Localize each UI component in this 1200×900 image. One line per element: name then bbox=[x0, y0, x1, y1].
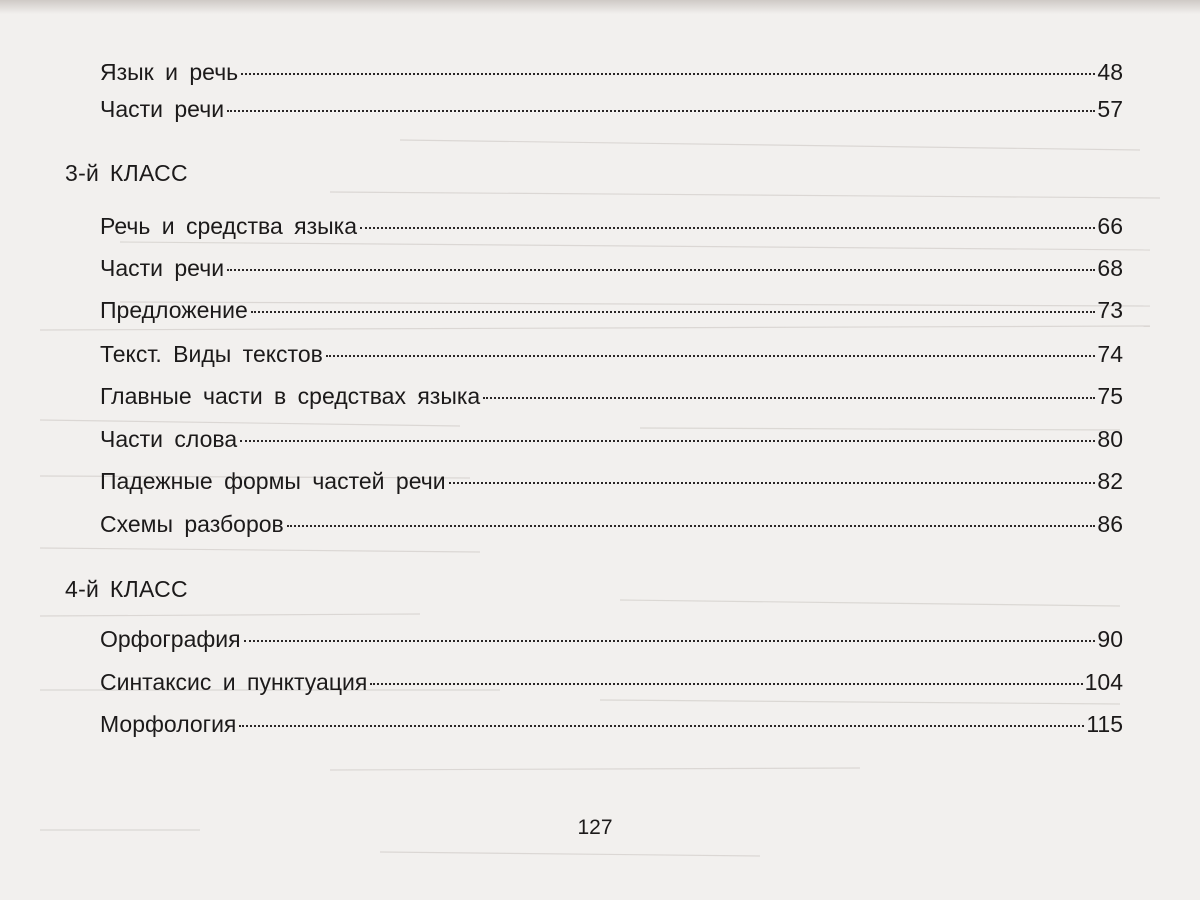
toc-entry-page: 82 bbox=[1097, 468, 1123, 494]
toc-entry-page: 75 bbox=[1097, 383, 1123, 409]
toc-entry[interactable] bbox=[100, 466, 1123, 496]
toc-entry-page: 86 bbox=[1097, 511, 1123, 537]
toc-entry[interactable] bbox=[100, 57, 1123, 87]
toc-entry[interactable] bbox=[100, 381, 1123, 411]
toc-entry-title: Морфология bbox=[100, 711, 237, 737]
toc-entry-page: 48 bbox=[1097, 59, 1123, 85]
dot-leader bbox=[449, 482, 1096, 484]
toc-entry-page: 66 bbox=[1097, 213, 1123, 239]
toc-entry-page: 74 bbox=[1097, 341, 1123, 367]
section-heading-grade-3: 3-й КЛАСС bbox=[65, 160, 188, 186]
toc-entry-title: Синтаксис и пунктуация bbox=[100, 669, 368, 695]
toc-entry-page: 68 bbox=[1097, 255, 1123, 281]
dot-leader bbox=[227, 110, 1095, 112]
toc-entry-title: Части слова bbox=[100, 426, 238, 452]
toc-entry-title: Орфография bbox=[100, 626, 241, 652]
toc-entry[interactable] bbox=[100, 339, 1123, 369]
dot-leader bbox=[241, 73, 1095, 75]
toc-entry-title: Язык и речь bbox=[100, 59, 239, 85]
dot-leader bbox=[360, 227, 1095, 229]
toc-entry-title: Схемы разборов bbox=[100, 511, 284, 537]
section-heading-grade-4: 4-й КЛАСС bbox=[65, 576, 188, 602]
toc-entry-title: Части речи bbox=[100, 96, 225, 122]
toc-entry[interactable] bbox=[100, 211, 1123, 241]
toc-entry-page: 115 bbox=[1086, 711, 1123, 737]
dot-leader bbox=[244, 640, 1096, 642]
toc-entry-title: Предложение bbox=[100, 297, 248, 323]
toc-entry[interactable] bbox=[100, 253, 1123, 283]
page-number: 127 bbox=[577, 816, 613, 839]
dot-leader bbox=[227, 269, 1095, 271]
dot-leader bbox=[239, 725, 1084, 727]
toc-entry[interactable] bbox=[100, 667, 1123, 697]
toc-entry-title: Части речи bbox=[100, 255, 225, 281]
toc-entry-title: Текст. Виды текстов bbox=[100, 341, 323, 367]
page-top-shadow bbox=[0, 0, 1200, 14]
dot-leader bbox=[483, 397, 1095, 399]
toc-entry[interactable] bbox=[100, 424, 1123, 454]
toc-entry-page: 57 bbox=[1097, 96, 1123, 122]
dot-leader bbox=[240, 440, 1095, 442]
toc-entry-title: Падежные формы частей речи bbox=[100, 468, 446, 494]
toc-entry-page: 104 bbox=[1084, 669, 1123, 695]
toc-entry-title: Главные части в средствах языка bbox=[100, 383, 481, 409]
toc-entry[interactable] bbox=[100, 509, 1123, 539]
toc-entry[interactable] bbox=[100, 295, 1123, 325]
dot-leader bbox=[370, 683, 1082, 685]
toc-entry-page: 80 bbox=[1097, 426, 1123, 452]
toc-entry-page: 73 bbox=[1097, 297, 1123, 323]
dot-leader bbox=[287, 525, 1096, 527]
toc-entry[interactable] bbox=[100, 94, 1123, 124]
dot-leader bbox=[326, 355, 1096, 357]
dot-leader bbox=[251, 311, 1096, 313]
toc-entry-title: Речь и средства языка bbox=[100, 213, 358, 239]
toc-entry[interactable] bbox=[100, 709, 1123, 739]
toc-entry-page: 90 bbox=[1097, 626, 1123, 652]
toc-entry[interactable] bbox=[100, 624, 1123, 654]
